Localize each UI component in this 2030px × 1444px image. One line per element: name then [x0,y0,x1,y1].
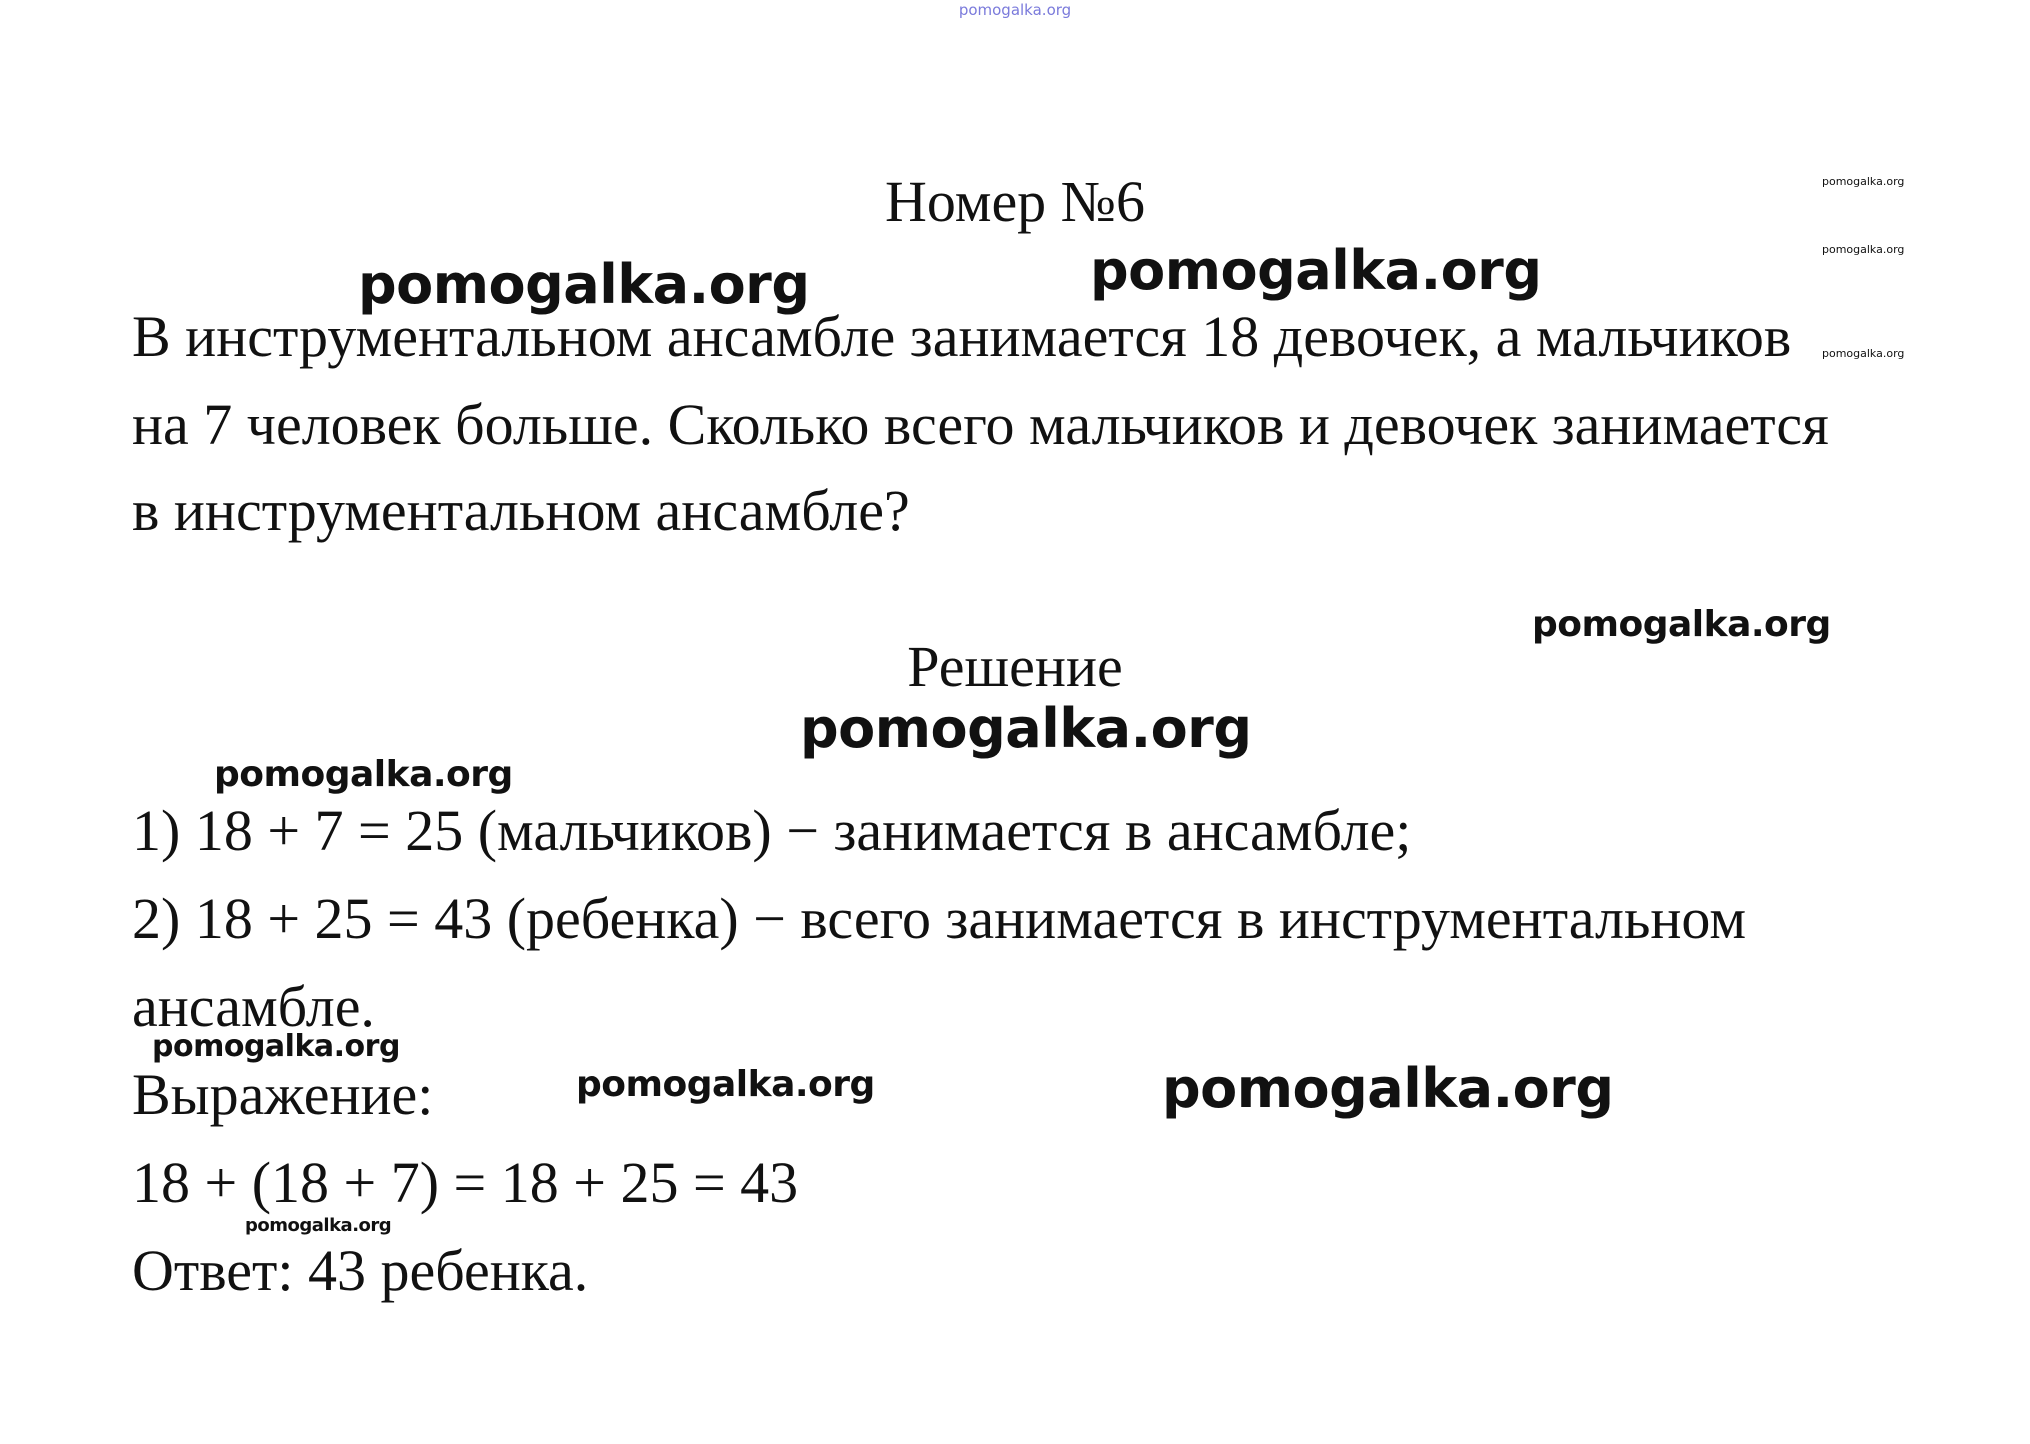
watermark: pomogalka.org [1162,1057,1614,1120]
answer: Ответ: 43 ребенка. [132,1238,589,1303]
watermark: pomogalka.org [1090,239,1542,302]
solution-heading: Решение [907,634,1123,699]
watermark-top: pomogalka.org [958,1,1072,19]
watermark: pomogalka.org [245,1215,392,1236]
watermark: pomogalka.org [1822,243,1905,256]
watermark: pomogalka.org [214,754,513,795]
expression: 18 + (18 + 7) = 18 + 25 = 43 [132,1150,799,1215]
watermark: pomogalka.org [1822,347,1905,360]
watermark: pomogalka.org [1822,175,1905,188]
problem-line-3: в инструментальном ансамбле? [132,478,910,543]
solution-step-2-continued: ансамбле. [132,974,375,1039]
problem-line-2: на 7 человек больше. Сколько всего мальчиков и девочек занимается [132,392,1829,457]
watermark: pomogalka.org [358,253,810,316]
watermark: pomogalka.org [800,697,1252,760]
watermark: pomogalka.org [152,1029,400,1064]
problem-line-1: В инструментальном ансамбле занимается 18 девочек, а мальчиков [132,304,1792,369]
solution-step-2: 2) 18 + 25 = 43 (ребенка) − всего занимается в инструментальном [132,886,1747,951]
expression-label: Выражение: [132,1062,434,1127]
watermark: pomogalka.org [1532,604,1831,645]
watermark: pomogalka.org [576,1064,875,1105]
solution-step-1: 1) 18 + 7 = 25 (мальчиков) − занимается в ансамбле; [132,798,1412,863]
page-title: Номер №6 [884,169,1146,234]
